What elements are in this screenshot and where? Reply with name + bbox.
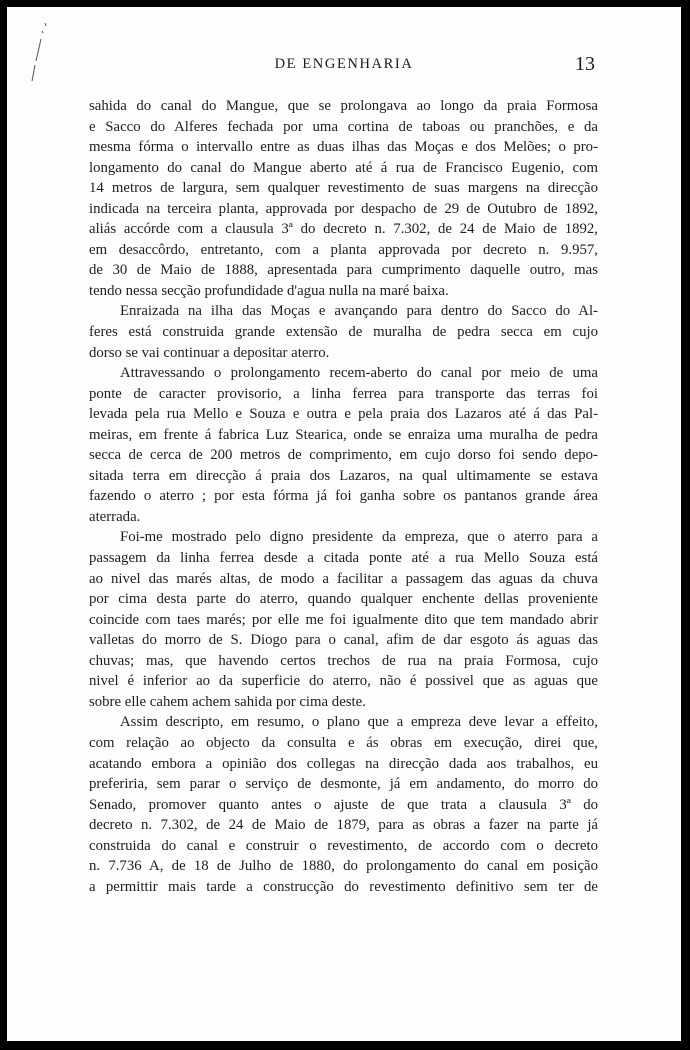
text-line: coincide com taes marés; por elle me foi igualmente dito que tem mandado abrir xyxy=(89,611,598,628)
page-header xyxy=(7,53,681,79)
body-text xyxy=(89,96,598,897)
text-line: Senado, promover quanto antes o ajuste de que trata a clausula 3ª do xyxy=(89,796,598,813)
text-line: construida do canal e construir o revestimento, de accordo com o decreto xyxy=(89,837,598,854)
text-line: de 30 de Maio de 1888, apresentada para cumprimento daquelle outro, mas xyxy=(89,262,598,279)
text-line: sahida do canal do Mangue, que se prolongava ao longo da praia Formosa xyxy=(89,98,598,114)
text-line: n. 7.736 A, de 18 de Julho de 1880, do prolongamento do canal em posição xyxy=(89,858,598,875)
text-line: levada pela rua Mello e Souza e outra e pela praia dos Lazaros até á das Pal- xyxy=(89,406,598,423)
text-line: aterrada. xyxy=(89,508,141,525)
text-line: com relação ao objecto da consulta e ás obras em execução, direi que, xyxy=(89,734,598,751)
text-line: decreto n. 7.302, de 24 de Maio de 1879, para as obras a fazer na parte já xyxy=(89,817,598,834)
text-line: preferiria, sem parar o serviço de desmonte, já em andamento, do morro do xyxy=(89,776,598,793)
text-line: aliás accórde com a clausula 3ª do decreto n. 7.302, de 24 de Maio de 1892, xyxy=(89,221,598,238)
paragraph-4 xyxy=(89,527,598,712)
text-line: Enraizada na ilha das Moças e avançando para dentro do Sacco do Al- xyxy=(120,303,598,320)
text-line: nivel é inferior ao da superficie do aterro, não é possivel que as aguas que xyxy=(89,673,598,690)
text-line: passagem da linha ferrea desde a citada ponte até a rua Mello Souza está xyxy=(89,550,598,567)
text-line: e Sacco do Alferes fechada por uma cortina de taboas ou pranchões, e da xyxy=(89,118,598,135)
book-page xyxy=(7,7,681,1041)
text-line: chuvas; mas, que havendo certos trechos de rua na praia Formosa, cujo xyxy=(89,652,598,669)
text-line: sobre elle cahem achem sahida por cima deste. xyxy=(89,693,366,710)
text-line: dorso se vai continuar a depositar aterro. xyxy=(89,344,330,361)
text-line: Assim descripto, em resumo, o plano que a empreza deve levar a effeito, xyxy=(120,714,598,731)
text-line: tendo nessa secção profundidade d'agua nulla na maré baixa. xyxy=(89,282,449,299)
text-line: por cima desta parte do aterro, quando qualquer enchente dellas proveniente xyxy=(89,591,598,608)
paragraph-3 xyxy=(89,363,598,527)
paragraph-2 xyxy=(89,301,598,363)
paragraph-5 xyxy=(89,712,598,897)
text-line: fazendo o aterro ; por esta fórma já foi ganha sobre os pantanos grande área xyxy=(89,488,598,505)
paragraph-1 xyxy=(89,96,598,301)
text-line: a permittir mais tarde a construcção do revestimento definitivo sem ter de xyxy=(89,878,598,895)
text-line: 14 metros de largura, sem qualquer revestimento de suas margens na direcção xyxy=(89,180,598,197)
text-line: valletas do morro de S. Diogo para o canal, afim de dar esgoto ás aguas das xyxy=(89,632,598,649)
text-line: secca de cerca de 200 metros de comprimento, em cujo dorso foi sendo depo- xyxy=(89,447,598,464)
text-line: sitada terra em direcção á praia dos Lazaros, na qual ultimamente se estava xyxy=(89,467,598,484)
text-line: em desaccôrdo, entretanto, com a planta approvada por decreto n. 9.957, xyxy=(89,241,598,258)
page-number: 13 xyxy=(575,53,595,75)
text-line: ponte de caracter provisorio, a linha ferrea para transporte das terras foi xyxy=(89,385,598,402)
text-line: meiras, em frente á fabrica Luz Stearica, onde se enraiza uma muralha de pedra xyxy=(89,426,598,443)
text-line: Foi-me mostrado pelo digno presidente da empreza, que o aterro para a xyxy=(120,529,598,546)
text-line: mesma fórma o intervallo entre as duas ilhas das Moças e dos Melões; o pro- xyxy=(89,139,598,156)
text-line: acatando embora a opinião dos collegas na direcção dada aos trabalhos, eu xyxy=(89,755,598,772)
text-line: ao nivel das marés altas, de modo a facilitar a passagem das aguas da chuva xyxy=(89,570,598,587)
text-line: longamento do canal do Mangue aberto até á rua de Francisco Eugenio, com xyxy=(89,159,598,176)
text-line: Attravessando o prolongamento recem-aberto do canal por meio de uma xyxy=(120,365,598,382)
text-line: indicada na terceira planta, approvada por despacho de 29 de Outubro de 1892, xyxy=(89,200,598,217)
running-title: DE ENGENHARIA xyxy=(274,56,414,72)
text-line: feres está construida grande extensão de muralha de pedra secca em cujo xyxy=(89,324,598,341)
